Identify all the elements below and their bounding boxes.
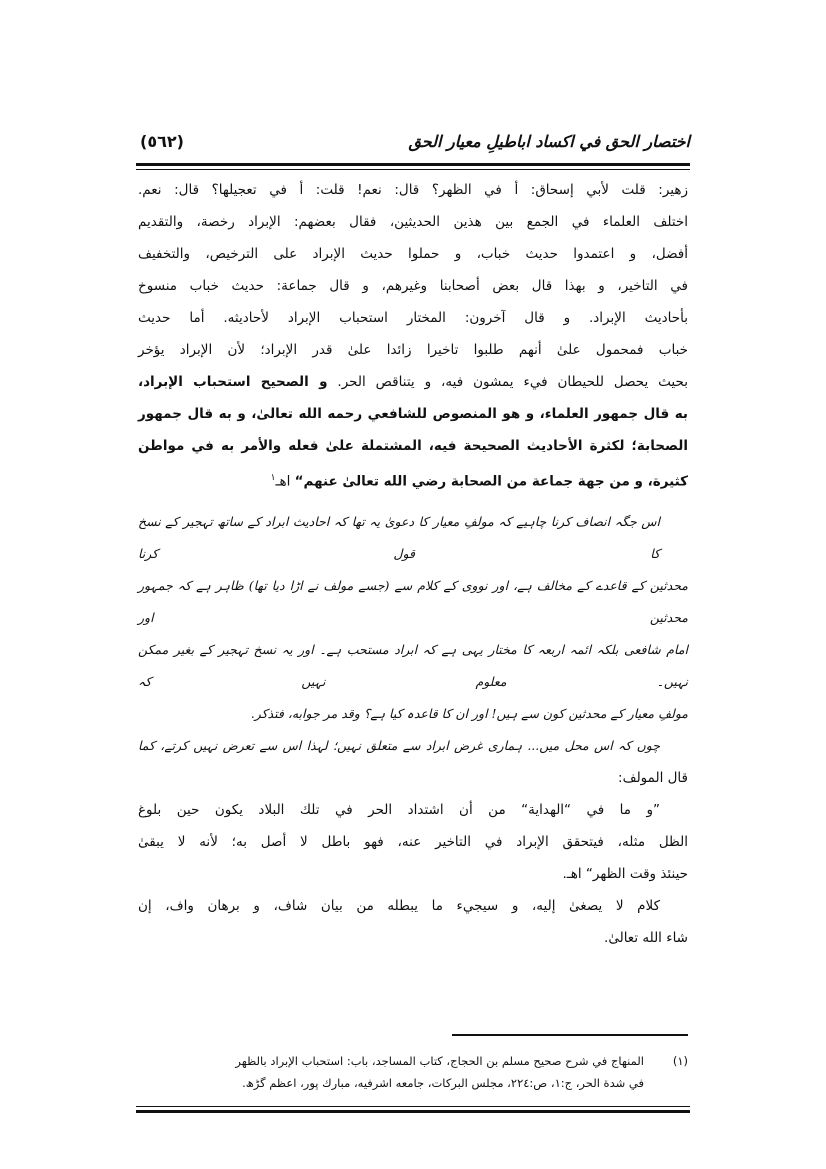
urdu-line: چوں کہ اس محل میں... ہماری غرض ابراد سے متعلق نہیں؛ لہذا اس سے تعرض نہیں کرتے، کما <box>138 737 660 753</box>
text-line-bold: به قال جمهور العلماء، و هو المنصوص للشافعي رحمه الله تعالیٰ، و به قال جمهور <box>138 406 688 422</box>
header-rule-thin <box>136 169 690 170</box>
text-bold: و الصحيح استحباب الإبراد، <box>138 374 328 390</box>
text-line: بأحاديث الإبراد. و قال آخرون: المختار استحباب الإبراد لأحاديثه. أما حديث <box>138 310 688 326</box>
running-header <box>136 130 690 160</box>
page <box>136 130 690 1113</box>
footnote-line: في شدة الحر، ج:١، ص:٢٢٤، مجلس البركات، جامعه اشرفيه، مبارك پور، اعظم گڑھ. <box>242 1075 644 1090</box>
book-title: اختصار الحق في اكساد اباطيلِ معيار الحق <box>408 132 690 151</box>
urdu-line: اس جگہ انصاف کرنا چاہیے کہ مولفِ معیار کا دعویٰ یہ تھا کہ احادیث ابراد کے ساتھ تہجیر کے نسخ کا قول کرنا <box>138 513 660 561</box>
footnote <box>138 1050 688 1094</box>
text-line: شاء الله تعالیٰ. <box>604 929 688 946</box>
text-regular: بحيث يحصل للحيطان فيء يمشون فيه، و يتناقص الحر. <box>327 374 688 390</box>
footer-rule <box>136 1110 690 1113</box>
urdu-line: محدثین کے قاعدے کے مخالف ہے، اور نووی کے کلام سے (جسے مولف نے اڑا دیا تھا) ظاہر ہے کہ جمہور محدثین اور <box>138 577 688 625</box>
urdu-line: امام شافعی بلکہ ائمہ اربعہ کا مختار یہی ہے کہ ابراد مستحب ہے۔ اور یہ نسخ تہجیر کے بغیر ممکن نہیں۔ معلوم نہیں کہ <box>138 641 688 689</box>
text-line: في التاخير، و بهذا قال بعض أصحابنا وغيرهم، و قال جماعة: حديث خباب منسوخ <box>138 278 688 294</box>
text-line: اختلف العلماء في الجمع بين هذين الحديثين، فقال بعضهم: الإبراد رخصة، والتقديم <box>138 214 688 230</box>
footnote-number: (١) <box>672 1053 688 1068</box>
footer-rules <box>136 1106 690 1113</box>
text-line: زهير: قلت لأبي إسحاق: أ في الظهر؟ قال: نعم! قلت: أ في تعجيلها؟ قال: نعم. <box>138 182 688 198</box>
footnote-line: المنهاج في شرح صحيح مسلم بن الحجاج، كتاب المساجد، باب: استحباب الإبراد بالظهر <box>235 1053 644 1068</box>
text-line: كلام لا يصغیٰ إليه، و سيجيء ما يبطله من بيان شاف، و برهان واف، إن <box>138 897 660 914</box>
text-line <box>138 366 688 398</box>
footnote-ref[interactable]: ١ <box>270 473 276 483</box>
quote-line: حينئذ وقت الظهر“ اهـ. <box>562 865 688 882</box>
footnote-separator <box>452 1034 688 1036</box>
body-text <box>138 174 688 954</box>
urdu-line: مولفِ معیار کے محدثین کون سے ہیں! اور ان کا قاعدہ کیا ہے؟ وقد مر جوابه، فتذكر. <box>250 705 688 721</box>
text-bold: كثيرة، و من جهة جماعة من الصحابة رضي الله تعالیٰ عنهم“ <box>294 473 688 490</box>
text-line <box>138 462 688 498</box>
header-rule <box>136 163 690 166</box>
page-number: (٥٦٢) <box>140 132 184 151</box>
quote-line: الظل مثله، فيتحقق الإبراد في التاخير عنه، فهو باطل لا أصل به؛ لأنه لا يبقیٰ <box>138 833 688 850</box>
text-regular: اهـ <box>275 473 295 490</box>
quote-line: ”و ما في “الهداية“ من أن اشتداد الحر في تلك البلاد يكون حين بلوغ <box>138 801 660 818</box>
text-line: خباب فمحمول علیٰ أنهم طلبوا تاخيرا زائدا علیٰ قدر الإبراد؛ لأن الإبراد يؤخر <box>138 342 688 358</box>
text-line: قال المولف: <box>618 769 688 786</box>
footer-rule-thin <box>136 1106 690 1107</box>
text-line-bold: الصحابة؛ لكثرة الأحاديث الصحيحة فيه، المشتملة علیٰ فعله والأمر به في مواطن <box>138 438 688 454</box>
text-line: أفضل، و اعتمدوا حديث خباب، و حملوا حديث الإبراد على الترخيص، والتخفيف <box>138 246 688 262</box>
spacer <box>138 498 688 506</box>
